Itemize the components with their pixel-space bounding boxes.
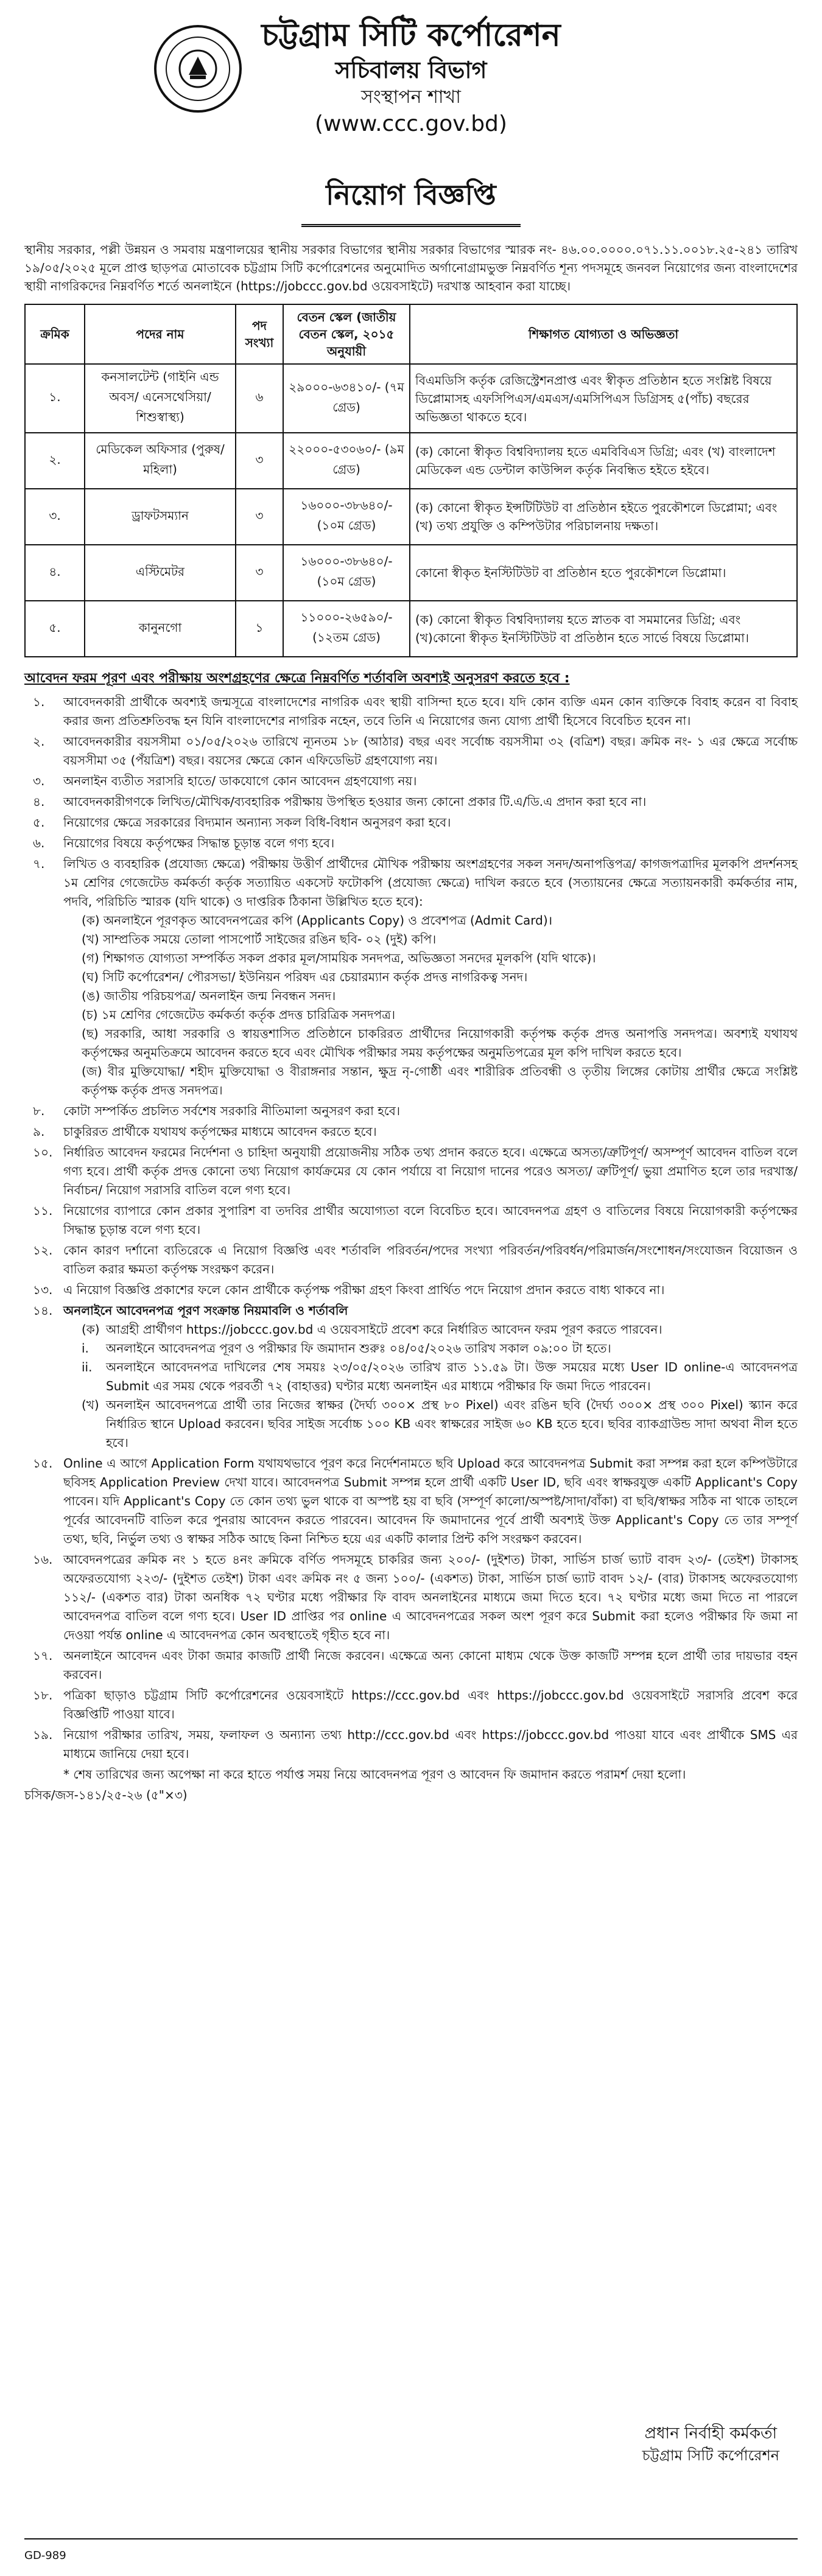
- signature-block: [642, 2423, 779, 2466]
- document-item: (ছ) সরকারি, আধা সরকারি ও স্বায়ত্তশাসিত প্রতিষ্ঠানে চাকরিরত প্রার্থীদের নিয়োগকারী কর্তৃপক্ষ কর্তৃক প্রদত্ত অনাপত্তি সনদপত্র। অবশ্যই যথাযথ কর্তৃপক্ষের অনুমতিক্রমে আবেদন করতে হবে এবং মৌখিক পরীক্ষার সময় কর্তৃপক্ষের অনুমতিপত্রের মূল কপি দাখিল করতে হবে।: [82, 1026, 798, 1060]
- cell-count: ৩: [236, 489, 283, 545]
- gd-code: GD-989: [24, 2549, 66, 2562]
- document-item: (ঙ) জাতীয় পরিচয়পত্র/ অনলাইন জন্ম নিবন্ধন সনদ।: [82, 989, 336, 1003]
- condition-item: [24, 693, 798, 730]
- column-header-qualification: শিক্ষাগত যোগ্যতা ও অভিজ্ঞতা: [410, 304, 797, 364]
- condition-number: ৫.: [33, 815, 45, 830]
- notice-page: [24, 12, 798, 2562]
- online-rule-text: অনলাইনে আবেদনপত্র দাখিলের শেষ সময়ঃ ২৩/০৫/২০২৬ তারিখ রাত ১১.৫৯ টা। উক্ত সময়ের মধ্যে User ID online-এ আবেদনপত্র Submit এর সময় থেকে পরবর্তী ৭২ (বাহাত্তর) ঘণ্টার মধ্যে অনলাইন এর মাধ্যমে পরীক্ষার ফি জমা দিতে পারবেন।: [106, 1360, 798, 1393]
- bottom-divider: [24, 2538, 798, 2539]
- website-text: (www.ccc.gov.bd): [315, 111, 507, 136]
- condition-item: [24, 834, 798, 853]
- document-item: (ঘ) সিটি কর্পোরেশন/ পৌরসভা/ ইউনিয়ন পরিষদ এর চেয়ারম্যান কর্তৃক প্রদত্ত নাগরিকত্ব সনদ।: [82, 970, 528, 984]
- condition-item: [24, 1301, 798, 1452]
- condition-text: নিয়োগ পরীক্ষার তারিখ, সময়, ফলাফল ও অন্যান্য তথ্য http://ccc.gov.bd এবং https://jobccc.gov.bd পাওয়া যাবে এবং প্রার্থীকে SMS এর মাধ্যমে জানিয়ে দেয়া হবে।: [63, 1727, 798, 1761]
- condition-text: এ নিয়োগ বিজ্ঞপ্তি প্রকাশের ফলে কোন প্রার্থীকে কর্তৃপক্ষ পরীক্ষা গ্রহণ কিংবা প্রার্থিত পদে নিয়োগ প্রদান করতে বাধ্য থাকবে না।: [63, 1283, 665, 1297]
- cell-scale: ১১০০০-২৬৫৯০/- (১২তম গ্রেড): [283, 601, 410, 657]
- online-rule-item: [82, 1358, 798, 1396]
- condition-number: ১৯.: [33, 1727, 53, 1742]
- cell-post: এস্টিমেটর: [85, 545, 236, 601]
- condition-number: ১১.: [33, 1203, 53, 1218]
- table-row: [25, 601, 797, 657]
- document-item: (গ) শিক্ষাগত যোগ্যতা সম্পর্কিত সকল প্রকার মূল/সাময়িক সনদপত্র, অভিজ্ঞতা সনদের মূলকপি (যদি থাকে)।: [82, 951, 596, 965]
- condition-text: Online এ আগে Application Form যথাযথভাবে পূরণ করে নির্দেশনামতে ছবি Upload করে আবেদনপত্র Submit করা সম্পন্ন করা হলে কম্পিউটারে ছবিসহ Application Preview দেখা যাবে। আবেদনপত্র Submit সম্পন্ন হলে প্রার্থী একটি User ID, ছবি এবং স্বাক্ষরযুক্ত একটি Applicant's Copy পাবেন। যদি Applicant's Copy তে কোন তথ্য ভুল থাকে বা অস্পষ্ট হয় বা ছবি (সম্পূর্ণ কালো/অস্পষ্ট/সাদা/বাঁকা) বা ছবি/স্বাক্ষর সঠিক না থাকে তাহলে পূর্বের আবেদনটি বাতিল করে পুনরায় আবেদন করতে পারবেন। আবেদন ফি জমাদানের পূর্বে প্রার্থী অবশ্যই উক্ত Applicant's Copy তে তার সম্পূর্ণ তথ্য, ছবি, নির্ভুল তথ্য ও স্বাক্ষর সঠিক আছে কিনা নিশ্চিত হয়ে এর একটি কালার প্রিন্ট কপি সংরক্ষণ করবেন।: [63, 1456, 798, 1546]
- column-header-post: পদের নাম: [85, 304, 236, 364]
- condition-text: নিয়োগের ব্যাপারে কোন প্রকার সুপারিশ বা তদবির প্রার্থীর অযোগ্যতা বলে বিবেচিত হবে। আবেদনপত্র গ্রহণ ও বাতিলের বিষয়ে নিয়োগকারী কর্তৃপক্ষের সিদ্ধান্ত চূড়ান্ত বলে গণ্য হবে।: [63, 1203, 798, 1237]
- condition-text: অনলাইনে আবেদনপত্র পূরণ সংক্রান্ত নিয়মাবলি ও শর্তাবলি: [63, 1303, 348, 1318]
- condition-item: [24, 1647, 798, 1684]
- document-list: [63, 911, 798, 1100]
- condition-item: [24, 1102, 798, 1121]
- online-rule-mark: (খ): [82, 1398, 99, 1412]
- condition-item: [24, 1550, 798, 1645]
- table-row: [25, 364, 797, 433]
- cell-qualification: (ক) কোনো স্বীকৃত ইন্সটিটিউট বা প্রতিষ্ঠান হইতে পুরকৌশলে ডিপ্লোমা; এবং (খ) তথ্য প্রযুক্তি ও কম্পিউটার পরিচালনায় দক্ষতা।: [410, 489, 797, 545]
- organization-name: চট্টগ্রাম সিটি কর্পোরেশন: [261, 17, 561, 54]
- column-header-scale: বেতন স্কেল (জাতীয় বেতন স্কেল, ২০১৫ অনুযায়ী: [283, 304, 410, 364]
- notice-header: [24, 16, 798, 162]
- condition-text: পত্রিকা ছাড়াও চট্টগ্রাম সিটি কর্পোরেশনের ওয়েবসাইটে https://ccc.gov.bd এবং https://jobccc.gov.bd ওয়েবসাইটে সরাসরি প্রবেশ করে বিজ্ঞপ্তিটি পাওয়া যাবে।: [63, 1688, 798, 1721]
- condition-item: [24, 813, 798, 832]
- condition-item: [24, 1241, 798, 1279]
- online-rules-list: [63, 1320, 798, 1452]
- notice-title-wrap: [24, 173, 798, 227]
- conditions-title-text: আবেদন ফরম পূরণ এবং পরীক্ষায় অংশগ্রহণের ক্ষেত্রে নিম্নবর্ণিত শর্তাবলি অবশ্যই অনুসরণ করতে হবে :: [24, 671, 570, 686]
- table-row: [25, 433, 797, 489]
- online-rule-text: অনলাইন আবেদনপত্রে প্রার্থী তার নিজের স্বাক্ষর (দৈর্ঘ্য ৩০০× প্রস্থ ৮০ Pixel) এবং রঙিন ছবি (দৈর্ঘ্য ৩০০× প্রস্থ ৩০০ Pixel) স্ক্যান করে নির্ধারিত স্থানে Upload করবেন। ছবির সাইজ সর্বোচ্চ ১০০ KB এবং স্বাক্ষরের সাইজ ৬০ KB হতে হবে। ছবির ব্যাকগ্রাউন্ড সাদা অথবা নীল হতে হবে।: [106, 1398, 798, 1450]
- condition-number: ১৭.: [33, 1648, 53, 1663]
- condition-number: ১৮.: [33, 1688, 53, 1703]
- condition-number: ১০.: [33, 1145, 53, 1160]
- condition-number: ৩.: [33, 774, 45, 788]
- online-rule-text: আগ্রহী প্রার্থীগণ https://jobccc.gov.bd এ ওয়েবসাইটে প্রবেশ করে নির্ধারিত আবেদন ফরম পূরণ করতে পারবেন।: [106, 1322, 662, 1337]
- signatory-title: প্রধান নির্বাহী কর্মকর্তা: [644, 2424, 778, 2443]
- condition-number: ১৫.: [33, 1456, 53, 1471]
- cell-serial: ৪.: [25, 545, 85, 601]
- condition-number: ১২.: [33, 1243, 53, 1258]
- condition-item: [24, 1122, 798, 1141]
- condition-text: নির্ধারিত আবেদন ফরমের নির্দেশনা ও চাহিদা অনুযায়ী প্রয়োজনীয় সঠিক তথ্য প্রদান করতে হবে। এক্ষেত্রে অসত্য/ত্রুটিপূর্ণ/ অসম্পূর্ণ আবেদন বাতিল বলে গণ্য হবে। প্রার্থী কর্তৃক প্রদত্ত কোনো তথ্য নিয়োগ কার্যক্রমের যে কোন পর্যায়ে বা নিয়োগ দানের পরেও অসত্য/ ত্রুটিপূর্ণ/ ভুয়া প্রমাণিত হলে তার দরখাস্ত/ নির্বাচন/ নিয়োগ সরাসরি বাতিল বলে গণ্য হবে।: [63, 1145, 798, 1197]
- condition-text: কোটা সম্পর্কিত প্রচলিত সর্বশেষ সরকারি নীতিমালা অনুসরণ করা হবে।: [63, 1104, 401, 1118]
- condition-text: অনলাইন ব্যতীত সরাসরি হাতে/ ডাকযোগে কোন আবেদন গ্রহণযোগ্য নয়।: [63, 774, 417, 788]
- condition-number: ৯.: [33, 1124, 45, 1139]
- condition-item: [24, 855, 798, 1100]
- cell-serial: ৩.: [25, 489, 85, 545]
- cell-post: কানুনগো: [85, 601, 236, 657]
- condition-text: কোন কারণ দর্শানো ব্যতিরেকে এ নিয়োগ বিজ্ঞপ্তি এবং শর্তাবলি পরিবর্তন/পদের সংখ্যা পরিবর্তন/পরিবর্ধন/পরিমার্জন/সংশোধন/সংযোজন বিয়োজন ও বাতিল করার ক্ষমতা কর্তৃপক্ষ সংরক্ষণ করেন।: [63, 1243, 798, 1276]
- condition-number: ২.: [33, 734, 45, 749]
- condition-number: ৮.: [33, 1104, 45, 1118]
- cell-serial: ২.: [25, 433, 85, 489]
- condition-number: ১৩.: [33, 1283, 53, 1297]
- condition-number: ১৬.: [33, 1552, 53, 1567]
- condition-item: [24, 1202, 798, 1239]
- condition-text: আবেদনকারীগণকে লিখিত/মৌখিক/ব্যবহারিক পরীক্ষায় উপস্থিত হওয়ার জন্য কোনো প্রকার টি.এ/ডি.এ প্রদান করা হবে না।: [63, 794, 647, 809]
- condition-number: ১.: [33, 695, 45, 709]
- document-item: (চ) ১ম শ্রেণির গেজেটেড কর্মকর্তা কর্তৃক প্রদত্ত চারিত্রিক সনদপত্র।: [82, 1007, 396, 1022]
- cell-qualification: বিএমডিসি কর্তৃক রেজিস্ট্রেশনপ্রাপ্ত এবং স্বীকৃত প্রতিষ্ঠান হতে সংশ্লিষ্ট বিষয়ে ডিপ্লোমাসহ এফসিপিএস/এমএস/এমসিপিএস ডিগ্রিসহ ৫(পাঁচ) বছরের অভিজ্ঞতা থাকতে হবে।: [410, 364, 797, 433]
- signatory-organization: চট্টগ্রাম সিটি কর্পোরেশন: [642, 2447, 779, 2464]
- online-rule-mark: ii.: [82, 1360, 93, 1374]
- cell-post: ড্রাফটসম্যান: [85, 489, 236, 545]
- condition-item: [24, 1143, 798, 1200]
- table-header-row: [25, 304, 797, 364]
- condition-number: ৪.: [33, 794, 45, 809]
- branch-name: সংস্থাপন শাখা: [361, 86, 461, 108]
- online-rule-item: [82, 1396, 798, 1452]
- cell-scale: ২২০০০-৫৩০৬০/- (৯ম গ্রেড): [283, 433, 410, 489]
- cell-scale: ২৯০০০-৬৩৪১০/- (৭ম গ্রেড): [283, 364, 410, 433]
- condition-item: [24, 732, 798, 770]
- condition-item: [24, 1454, 798, 1549]
- condition-item: [24, 772, 798, 791]
- cell-count: ৩: [236, 433, 283, 489]
- column-header-count: পদ সংখ্যা: [236, 304, 283, 364]
- footnote: * শেষ তারিখের জন্য অপেক্ষা না করে হাতে পর্যাপ্ত সময় নিয়ে আবেদনপত্র পূরণ ও আবেদন ফি জমাদান করতে পরামর্শ দেয়া হলো।: [63, 1767, 686, 1782]
- table-row: [25, 545, 797, 601]
- cell-qualification: (ক) কোনো স্বীকৃত বিশ্ববিদ্যালয় হতে স্নাতক বা সমমানের ডিগ্রি; এবং (খ)কোনো স্বীকৃত ইনস্টিটিউট বা প্রতিষ্ঠান হতে সার্ভে বিষয়ে ডিপ্লোমা।: [410, 601, 797, 657]
- condition-text: লিখিত ও ব্যবহারিক (প্রযোজ্য ক্ষেত্রে) পরীক্ষায় উত্তীর্ণ প্রার্থীদের মৌখিক পরীক্ষায় অংশগ্রহণের সকল সনদ/অনাপত্তিপত্র/ কাগজপত্রাদির মূলকপি প্রদর্শনসহ ১ম শ্রেণির গেজেটেড কর্মকর্তা কর্তৃক সত্যায়িত একসেট ফটোকপি (প্রযোজ্য ক্ষেত্রে) দাখিল করতে হবে (সত্যায়নের ক্ষেত্রে সত্যায়নকারী কর্মকর্তার নাম, পদবি, পরিচিতি স্মারক (যদি থাকে) ও দাপ্তরিক ঠিকানা উল্লিখিত হতে হবে):: [63, 856, 798, 909]
- condition-item: [24, 1686, 798, 1724]
- online-rule-mark: i.: [82, 1341, 89, 1356]
- condition-item: [24, 1726, 798, 1763]
- table-row: [25, 489, 797, 545]
- document-item: (খ) সাম্প্রতিক সময়ে তোলা পাসপোর্ট সাইজের রঙিন ছবি- ০২ (দুই) কপি।: [82, 932, 437, 947]
- condition-text: আবেদনকারীর বয়সসীমা ০১/০৫/২০২৬ তারিখে ন্যূনতম ১৮ (আঠার) বছর এবং সর্বোচ্চ বয়সসীমা ৩২ (বত্রিশ) বছর। ক্রমিক নং- ১ এর ক্ষেত্রে সর্বোচ্চ বয়সসীমা ৩৫ (পঁয়ত্রিশ) বছর। বয়সের ক্ষেত্রে কোন এফিডেভিট গ্রহণযোগ্য নয়।: [63, 734, 798, 768]
- cell-post: মেডিকেল অফিসার (পুরুষ/মহিলা): [85, 433, 236, 489]
- column-header-serial: ক্রমিক: [25, 304, 85, 364]
- condition-number: ৭.: [33, 856, 45, 871]
- intro-paragraph: স্থানীয় সরকার, পল্লী উন্নয়ন ও সমবায় মন্ত্রণালয়ের স্থানীয় সরকার বিভাগের স্থানীয় সরকার বিভাগের স্মারক নং- ৪৬.০০.০০০০.০৭১.১১.০০১৮.২৫-২৪১ তারিখ ১৯/০৫/২০২৫ মূলে প্রাপ্ত ছাড়পত্র মোতাবেক চট্টগ্রাম সিটি কর্পোরেশনের অনুমোদিত অর্গানোগ্রামভুক্ত নিম্নবর্ণিত শূন্য পদসমূহে জনবল নিয়োগের জন্য বাংলাদেশের স্থায়ী নাগরিকদের নিম্নবর্ণিত শর্তে অনলাইনে (https://jobccc.gov.bd ওয়েবসাইটে) দরখাস্ত আহবান করা যাচ্ছে।: [24, 242, 798, 293]
- cell-count: ৩: [236, 545, 283, 601]
- cell-post: কনসালটেন্ট (গাইনি এন্ড অবস/ এনেসথেসিয়া/ শিশুস্বাস্থ্য): [85, 364, 236, 433]
- condition-text: আবেদনপত্রের ক্রমিক নং ১ হতে ৪নং ক্রমিকে বর্ণিত পদসমূহে চাকরির জন্য ২০০/- (দুইশত) টাকা, সার্ভিস চার্জ ভ্যাট বাবদ ২৩/- (তেইশ) টাকাসহ অফেরতযোগ্য ২২৩/- (দুইশত তেইশ) টাকা এবং ক্রমিক নং ৫ জন্য ১০০/- (একশত) টাকা, সার্ভিস চার্জ ভ্যাট বাবদ ১২/- (বার) টাকাসহ অফেরতযোগ্য ১১২/- (একশত বার) টাকা অনধিক ৭২ ঘণ্টার মধ্যে পরীক্ষার ফি বাবদ অনলাইনের মাধ্যমে জমা দিতে হবে। ৭২ ঘণ্টার মধ্যে জমা দিতে না পারলে আবেদনপত্র বাতিল বলে গণ্য হবে। User ID প্রাপ্তির পর online এ আবেদনপত্রের সকল অংশ পূরণ করে Submit করা হলেও পরীক্ষার ফি জমা না দেওয়া পর্যন্ত online এ আবেদনপত্র কোন অবস্থাতেই গৃহীত হবে না।: [63, 1552, 798, 1642]
- online-rule-item: [82, 1320, 798, 1339]
- condition-text: নিয়োগের বিষয়ে কর্তৃপক্ষের সিদ্ধান্ত চূড়ান্ত বলে গণ্য হবে।: [63, 836, 335, 850]
- document-item: (ক) অনলাইনে পূরণকৃত আবেদনপত্রের কপি (Applicants Copy) ও প্রবেশপত্র (Admit Card)।: [82, 913, 553, 928]
- cell-scale: ১৬০০০-৩৮৬৪০/- (১০ম গ্রেড): [283, 545, 410, 601]
- condition-text: নিয়োগের ক্ষেত্রে সরকারের বিদ্যমান অন্যান্য সকল বিধি-বিধান অনুসরণ করা হবে।: [63, 815, 451, 830]
- reference-number: চসিক/জস-১৪১/২৫-২৬ (৫"×৩): [24, 1788, 188, 1802]
- cell-qualification: কোনো স্বীকৃত ইনস্টিটিউট বা প্রতিষ্ঠান হতে পুরকৌশলে ডিপ্লোমা।: [410, 545, 797, 601]
- condition-number: ৬.: [33, 836, 45, 850]
- cell-count: ৬: [236, 364, 283, 433]
- posts-table: [24, 304, 798, 657]
- city-corporation-logo: [152, 23, 244, 114]
- online-rule-item: [82, 1339, 798, 1358]
- conditions-title: [24, 668, 798, 689]
- cell-qualification: (ক) কোনো স্বীকৃত বিশ্ববিদ্যালয় হতে এমবিবিএস ডিগ্রি; এবং (খ) বাংলাদেশ মেডিকেল এন্ড ডেন্টাল কাউন্সিল কর্তৃক নিবন্ধিত হইতে হইবে।: [410, 433, 797, 489]
- cell-serial: ৫.: [25, 601, 85, 657]
- conditions-list: [24, 693, 798, 1763]
- condition-text: অনলাইনে আবেদন এবং টাকা জমার কাজটি প্রার্থী নিজে করবেন। এক্ষেত্রে অন্য কোনো মাধ্যম থেকে উক্ত কাজটি সম্পন্ন হলে প্রার্থী তার দায়ভার বহন করবেন।: [63, 1648, 798, 1682]
- condition-number: ১৪.: [33, 1303, 53, 1318]
- online-rule-mark: (ক): [82, 1322, 100, 1337]
- cell-scale: ১৬০০০-৩৮৬৪০/- (১০ম গ্রেড): [283, 489, 410, 545]
- notice-title: নিয়োগ বিজ্ঞপ্তি: [301, 173, 520, 227]
- condition-text: আবেদনকারী প্রার্থীকে অবশ্যই জন্মসূত্রে বাংলাদেশের নাগরিক এবং স্থায়ী বাসিন্দা হতে হবে। যদি কোন ব্যক্তি এমন কোন ব্যক্তিকে বিবাহ করেন বা বিবাহ করার জন্য প্রতিশ্রুতিবদ্ধ হন যিনি বাংলাদেশের নাগরিক নহেন, তবে তিনি এ নিয়োগের জন্য যোগ্য প্রার্থী হিসেবে বিবেচিত হবেন না।: [63, 695, 798, 728]
- online-rule-text: অনলাইনে আবেদনপত্র পূরণ ও পরীক্ষার ফি জমাদান শুরুঃ ০৪/০৫/২০২৬ তারিখ সকাল ০৯:০০ টা হতে।: [106, 1341, 611, 1356]
- condition-text: চাকুরিরত প্রার্থীকে যথাযথ কর্তৃপক্ষের মাধ্যমে আবেদন করতে হবে।: [63, 1124, 377, 1139]
- condition-item: [24, 1281, 798, 1300]
- document-item: (জ) বীর মুক্তিযোদ্ধা/ শহীদ মুক্তিযোদ্ধা ও বীরাঙ্গনার সন্তান, ক্ষুদ্র নৃ-গোষ্ঠী এবং শারীরিক প্রতিবন্ধী ও তৃতীয় লিঙ্গের কোটায় প্রার্থীর ক্ষেত্রে সংশ্লিষ্ট কর্তৃপক্ষ কর্তৃক প্রদত্ত সনদপত্র।: [82, 1064, 798, 1097]
- cell-count: ১: [236, 601, 283, 657]
- condition-item: [24, 793, 798, 811]
- division-name: সচিবালয় বিভাগ: [335, 57, 487, 83]
- cell-serial: ১.: [25, 364, 85, 433]
